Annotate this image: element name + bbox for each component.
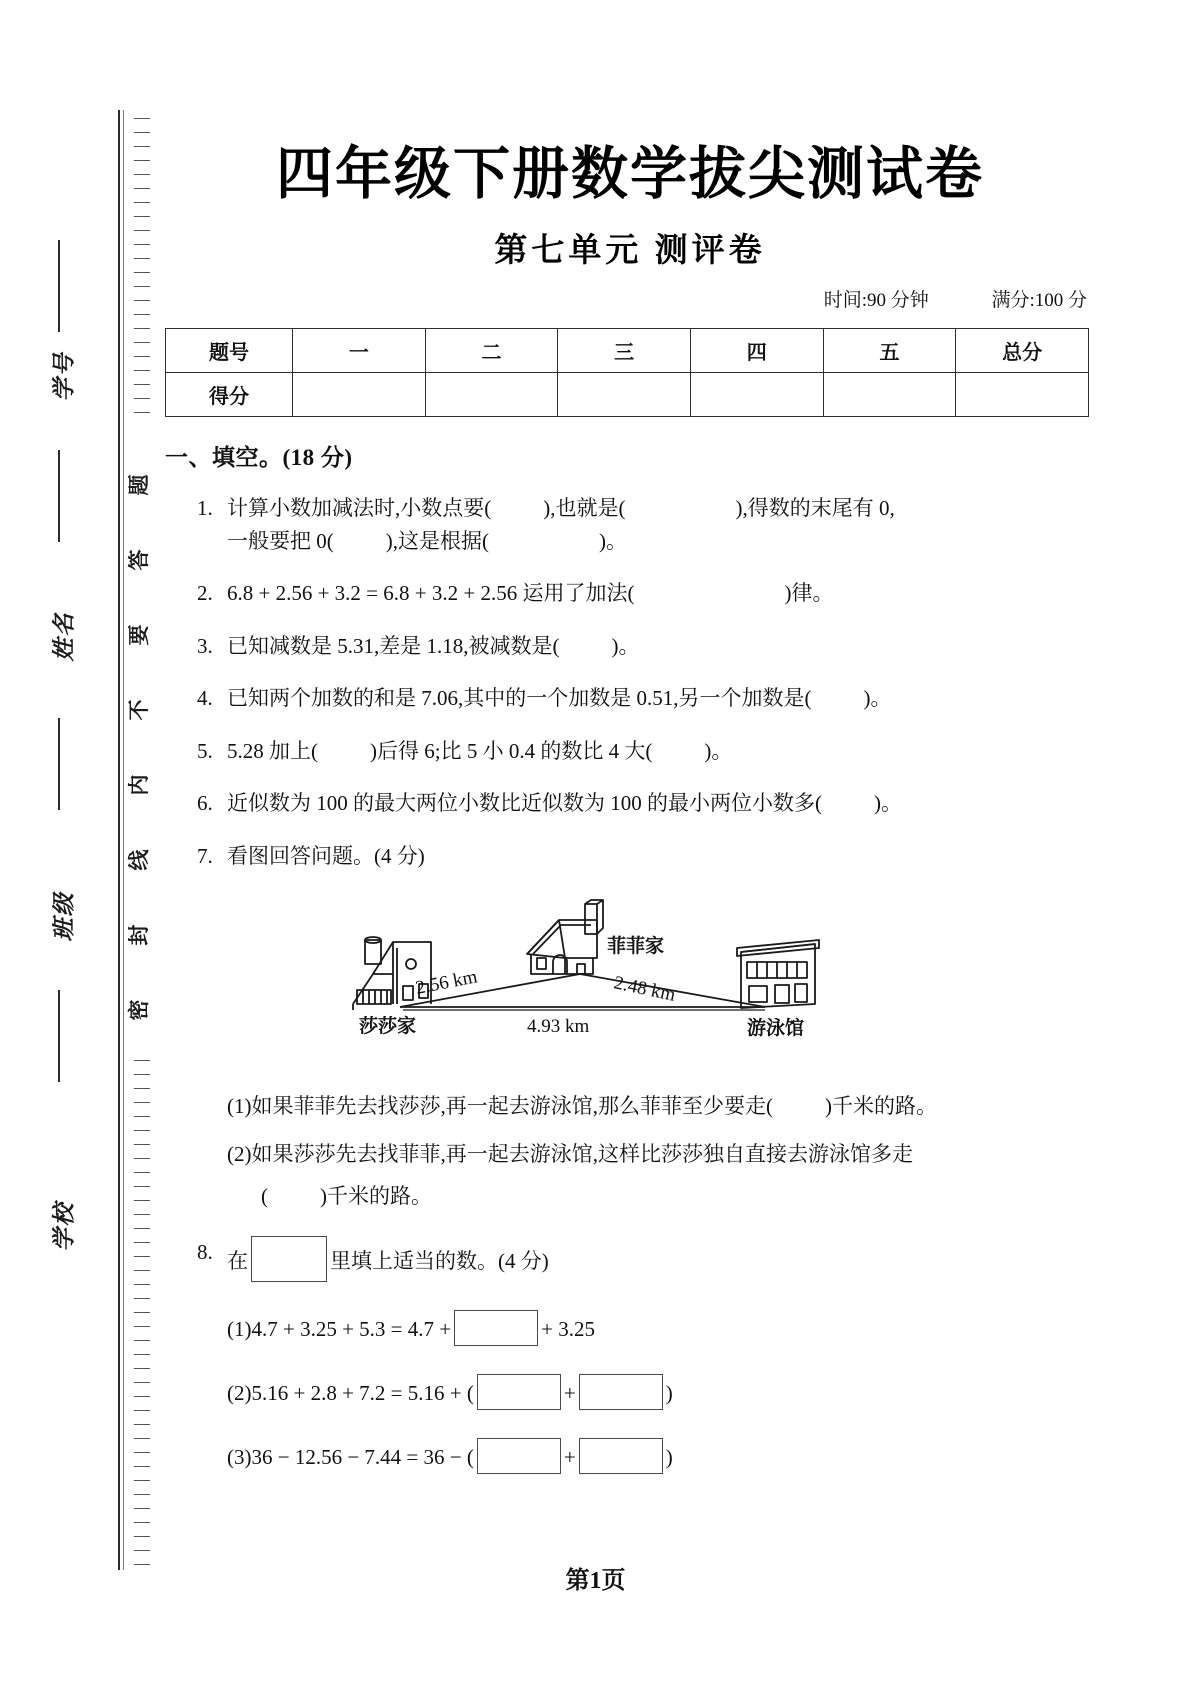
q5-text-b: )后得 6;比 5 小 0.4 的数比 4 大( xyxy=(370,738,653,763)
q5-text-a: 5.28 加上( xyxy=(227,738,318,763)
score-header-1: 一 xyxy=(293,329,426,373)
seal-char-4: 内 xyxy=(127,774,151,796)
q7-1-text-a: 如果菲菲先去找莎莎,再一起去游泳馆,那么菲菲至少要走( xyxy=(251,1094,773,1119)
seal-char-6: 封 xyxy=(127,924,151,946)
label-shasha: 莎莎家 xyxy=(359,1016,417,1038)
q7-2-text-c: )千米的路。 xyxy=(320,1184,432,1209)
answer-box-eq1-1[interactable] xyxy=(454,1310,538,1346)
q8-eq1-right: + 3.25 xyxy=(541,1317,595,1342)
seal-line-outer xyxy=(118,110,120,1570)
id-field-banji: 班级 xyxy=(51,891,77,942)
score-cell-3[interactable] xyxy=(558,373,691,417)
hatch-top xyxy=(128,118,150,418)
id-rule-0 xyxy=(58,240,60,332)
label-dist-bottom: 4.93 km xyxy=(527,1016,590,1038)
question-7 xyxy=(165,840,1095,873)
q8-eq2-mid: + xyxy=(563,1381,576,1406)
page-subtitle: 第七单元 测评卷 xyxy=(494,233,766,269)
id-field-xingming: 姓名 xyxy=(51,611,77,662)
q8-eq3-label: (3) xyxy=(227,1445,252,1470)
question-2-text xyxy=(197,577,1095,610)
question-1-number: 1. xyxy=(197,496,213,520)
question-8 xyxy=(165,1236,1095,1282)
house-feifei-icon xyxy=(527,900,603,974)
label-dist-right: 2.48 km xyxy=(611,972,678,1007)
seal-char-0: 题 xyxy=(127,474,151,496)
question-8-number: 8. xyxy=(197,1240,213,1265)
q8-text-b: 里填上适当的数。(4 分) xyxy=(330,1249,549,1274)
question-5 xyxy=(165,735,1095,768)
q8-eq2-label: (2) xyxy=(227,1381,252,1406)
q3-text-a: 已知减数是 5.31,差是 1.18,被减数是( xyxy=(227,633,560,658)
q8-eq3-mid: + xyxy=(563,1445,576,1470)
question-7-number: 7. xyxy=(197,843,213,868)
page-footer: 第1页 xyxy=(565,1568,626,1594)
answer-box-eq3-2[interactable] xyxy=(579,1438,663,1474)
answer-box-eq2-2[interactable] xyxy=(579,1374,663,1410)
seal-line-inner xyxy=(123,110,124,1570)
total-score-label: 满分:100 分 xyxy=(991,290,1087,311)
q1-text-d: 一般要把 0( xyxy=(227,528,334,553)
q8-eq2-left: 5.16 + 2.8 + 7.2 = 5.16 + ( xyxy=(251,1381,474,1406)
house-shasha-icon xyxy=(353,937,431,1010)
q8-equation-3 xyxy=(165,1438,1095,1474)
q1-text-f: )。 xyxy=(599,528,627,553)
distance-diagram xyxy=(165,882,1095,1072)
page-title: 四年级下册数学拔尖测试卷 xyxy=(276,143,984,206)
q2-text-a: 6.8 + 2.56 + 3.2 = 6.8 + 3.2 + 2.56 运用了加法( xyxy=(227,581,635,606)
score-header-5: 五 xyxy=(823,329,956,373)
question-2 xyxy=(165,577,1095,610)
time-limit-label: 时间:90 分钟 xyxy=(823,290,929,311)
q8-eq3-left: 36 − 12.56 − 7.44 = 36 − ( xyxy=(251,1445,474,1470)
answer-box-eq2-1[interactable] xyxy=(477,1374,561,1410)
score-cell-1[interactable] xyxy=(293,373,426,417)
section-heading-fill-blank: 一、填空。(18 分) xyxy=(165,445,353,470)
q4-text-b: )。 xyxy=(863,686,892,711)
question-1 xyxy=(165,492,1095,557)
label-feifei: 菲菲家 xyxy=(607,936,665,958)
seal-sidebar xyxy=(0,0,150,1684)
q8-equation-1 xyxy=(165,1310,1095,1346)
seal-char-5: 线 xyxy=(127,849,151,871)
score-header-3: 三 xyxy=(558,329,691,373)
question-4-text xyxy=(197,682,1095,715)
question-7-sub-2 xyxy=(165,1138,1095,1168)
answer-box-eq3-1[interactable] xyxy=(477,1438,561,1474)
score-row-label: 得分 xyxy=(166,373,293,417)
score-table xyxy=(165,328,1089,417)
q8-eq3-right: ) xyxy=(665,1445,673,1470)
q1-text-a: 计算小数加减法时,小数点要( xyxy=(227,496,492,520)
q8-eq2-right: ) xyxy=(665,1381,673,1406)
id-field-xuexiao: 学校 xyxy=(51,1201,77,1252)
score-cell-6[interactable] xyxy=(956,373,1089,417)
q5-text-c: )。 xyxy=(704,738,733,763)
question-5-number: 5. xyxy=(197,738,213,763)
question-6-number: 6. xyxy=(197,791,213,816)
table-row-header xyxy=(166,329,1089,373)
question-4-number: 4. xyxy=(197,686,213,711)
question-7-sub-2-cont xyxy=(165,1180,1095,1210)
question-5-text xyxy=(197,735,1095,768)
q3-text-b: )。 xyxy=(611,633,640,658)
diagram-svg xyxy=(345,882,945,1072)
seal-char-1: 答 xyxy=(127,549,151,571)
question-3-text xyxy=(197,630,1095,663)
q7-2-text-b: ( xyxy=(261,1184,268,1209)
q7-1-text-b: )千米的路。 xyxy=(825,1094,937,1119)
score-cell-5[interactable] xyxy=(823,373,956,417)
score-header-2: 二 xyxy=(425,329,558,373)
q4-text-a: 已知两个加数的和是 7.06,其中的一个加数是 0.51,另一个加数是( xyxy=(227,686,812,711)
question-8-text xyxy=(197,1236,1095,1282)
id-rule-2 xyxy=(58,718,60,810)
question-3 xyxy=(165,630,1095,663)
id-rule-1 xyxy=(58,450,60,542)
question-1-line2 xyxy=(197,525,1095,558)
q8-eq1-label: (1) xyxy=(227,1317,252,1342)
q6-text-a: 近似数为 100 的最大两位小数比近似数为 100 的最小两位小数多( xyxy=(227,791,822,816)
id-field-xuehao: 学号 xyxy=(51,351,77,402)
q7-1-label: (1) xyxy=(227,1094,252,1119)
seal-char-2: 要 xyxy=(127,624,151,646)
q2-text-b: )律。 xyxy=(784,581,834,606)
seal-char-7: 密 xyxy=(127,999,151,1021)
score-header-4: 四 xyxy=(690,329,823,373)
exam-page xyxy=(165,0,1095,1474)
question-6 xyxy=(165,787,1095,820)
q8-equation-2 xyxy=(165,1374,1095,1410)
id-rule-3 xyxy=(58,990,60,1082)
table-row-scores xyxy=(166,373,1089,417)
question-1-line1 xyxy=(197,492,1095,525)
hatch-bottom xyxy=(128,1060,150,1570)
score-header-0: 题号 xyxy=(166,329,293,373)
q7-2-label: (2) xyxy=(227,1142,252,1167)
q1-text-c: ),得数的末尾有 0, xyxy=(735,496,895,520)
score-cell-2[interactable] xyxy=(425,373,558,417)
score-header-6: 总分 xyxy=(956,329,1089,373)
building-pool-icon xyxy=(737,940,819,1008)
label-pool: 游泳馆 xyxy=(747,1018,805,1040)
question-2-number: 2. xyxy=(197,581,213,606)
question-6-text xyxy=(197,787,1095,820)
q6-text-b: )。 xyxy=(874,791,902,816)
question-4 xyxy=(165,682,1095,715)
question-3-number: 3. xyxy=(197,633,213,658)
answer-box-q8-prompt[interactable] xyxy=(251,1236,327,1282)
exam-meta xyxy=(165,285,1095,312)
label-dist-left: 2.56 km xyxy=(413,966,480,1000)
q8-eq1-left: 4.7 + 3.25 + 5.3 = 4.7 + xyxy=(251,1317,452,1342)
score-cell-4[interactable] xyxy=(690,373,823,417)
seal-char-3: 不 xyxy=(127,699,151,721)
q1-text-b: ),也就是( xyxy=(543,496,626,520)
question-7-text: 看图回答问题。(4 分) xyxy=(227,843,425,868)
question-7-sub-1 xyxy=(165,1090,1095,1120)
q8-text-a: 在 xyxy=(227,1249,248,1274)
q1-text-e: ),这是根据( xyxy=(385,528,489,553)
q7-2-text-a: 如果莎莎先去找菲菲,再一起去游泳馆,这样比莎莎独自直接去游泳馆多走 xyxy=(251,1142,913,1167)
